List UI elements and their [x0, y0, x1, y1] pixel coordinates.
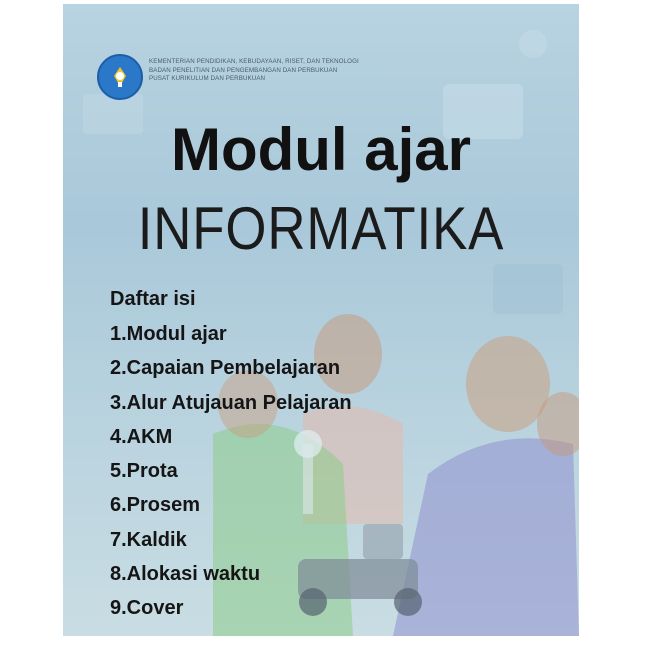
toc-item: 3.Alur Atujauan Pelajaran	[110, 391, 352, 414]
toc-item: 1.Modul ajar	[110, 323, 227, 345]
title-modul-ajar: Modul ajar	[170, 116, 472, 183]
toc-item: 9.Cover	[110, 597, 184, 620]
toc-item: 4.AKM	[110, 425, 173, 448]
title-informatika: INFORMATIKA	[137, 195, 505, 262]
ministry-text	[149, 58, 409, 84]
toc-item: 5.Prota	[110, 460, 178, 483]
ministry-header	[97, 52, 397, 100]
ministry-line: KEMENTERIAN PENDIDIKAN, KEBUDAYAAN, RISET, DAN TEKNOLOGI	[149, 58, 359, 65]
toc-item: 2.Capaian Pembelajaran	[110, 357, 341, 380]
ministry-line: BADAN PENELITIAN DAN PENGEMBANGAN DAN PERBUKUAN	[149, 66, 338, 74]
ministry-line: PUSAT KURIKULUM DAN PERBUKUAN	[149, 75, 266, 82]
table-of-contents	[110, 286, 352, 628]
tut-wuri-handayani-logo-icon	[97, 54, 143, 100]
toc-item: 6.Prosem	[110, 494, 201, 517]
book-cover	[63, 4, 579, 636]
toc-heading: Daftar isi	[110, 288, 196, 310]
toc-item: 8.Alokasi waktu	[110, 563, 261, 586]
toc-item: 7.Kaldik	[110, 528, 187, 551]
